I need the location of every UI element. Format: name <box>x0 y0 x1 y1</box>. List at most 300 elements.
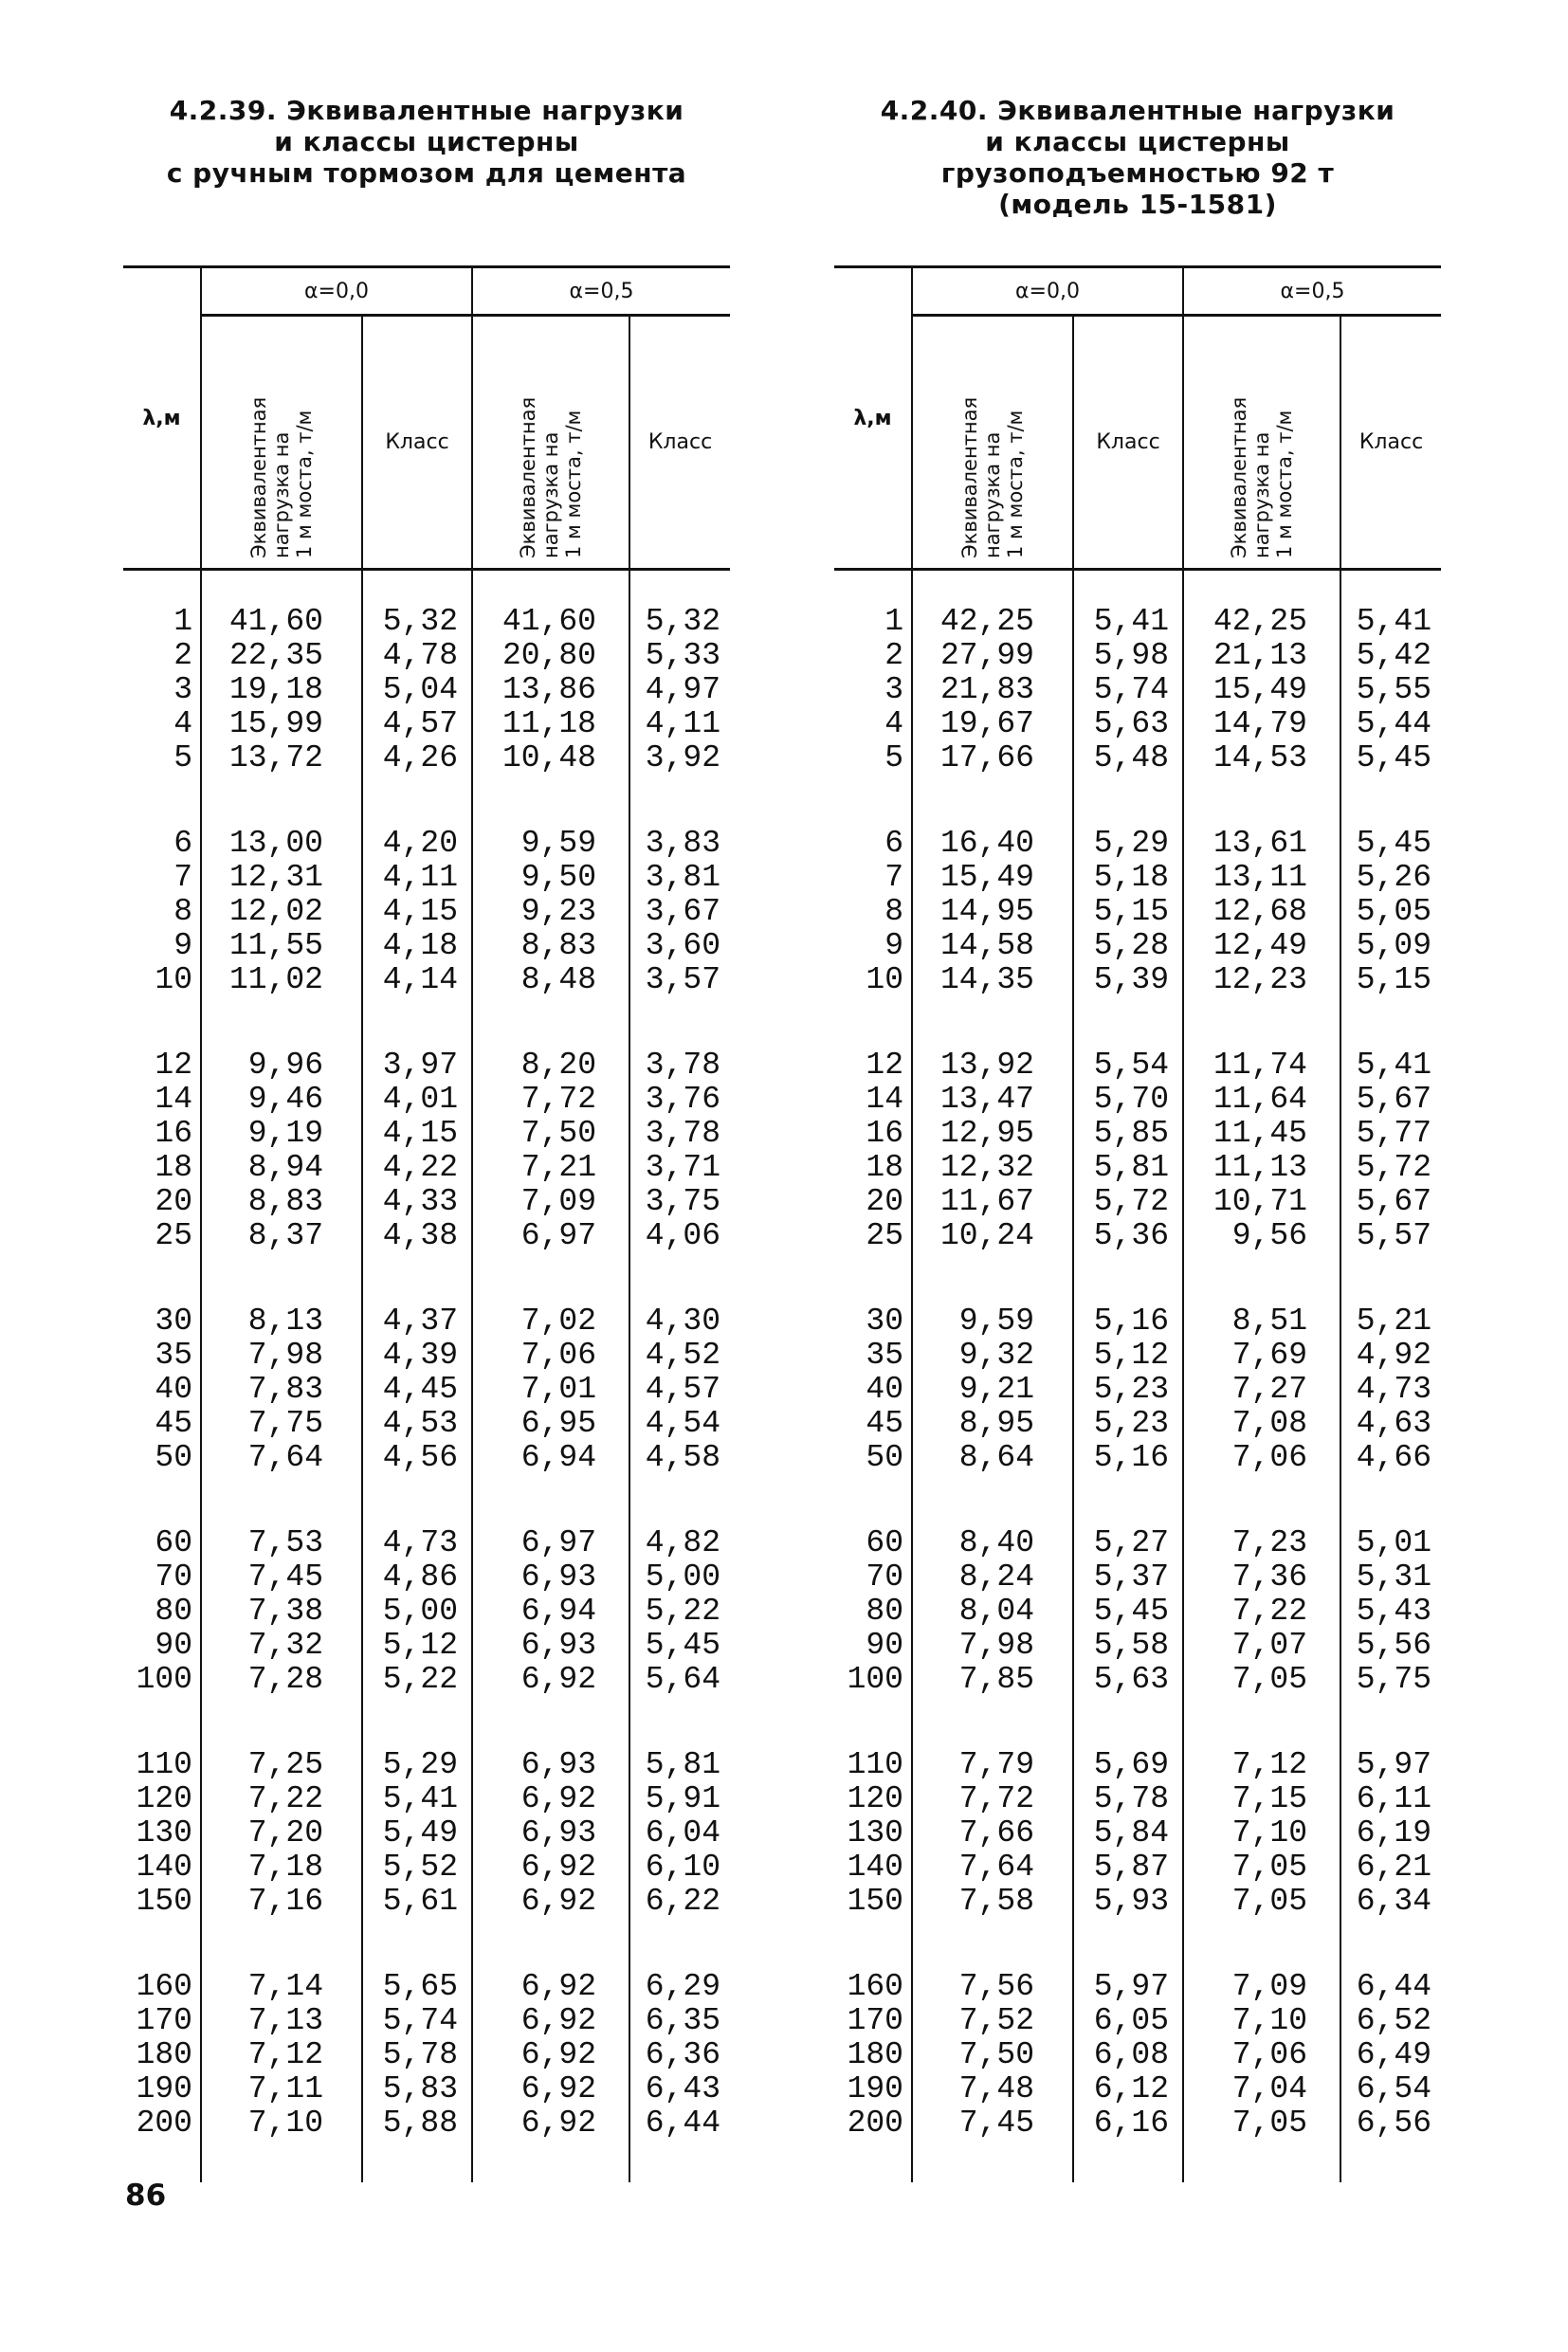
table-row <box>834 1339 1441 1373</box>
class-alpha-05-cell: 4,92 <box>1340 1339 1441 1373</box>
load-header-line: нагрузка на <box>270 431 293 558</box>
table-row <box>123 2038 730 2072</box>
load-alpha-05-cell: 9,50 <box>472 861 629 895</box>
lambda-cell: 200 <box>136 2106 192 2141</box>
load-alpha-0-cell: 12,32 <box>912 1151 1073 1185</box>
class-alpha-05-cell: 4,30 <box>629 1253 730 1339</box>
class-alpha-05-cell: 3,81 <box>629 861 730 895</box>
load-alpha-0-cell: 7,25 <box>201 1697 362 1782</box>
load-alpha-0-cell: 7,53 <box>201 1475 362 1560</box>
class-alpha-05-cell: 4,66 <box>1340 1441 1441 1475</box>
class-alpha-0-cell: 5,48 <box>1073 741 1183 775</box>
class-alpha-05-cell: 4,06 <box>629 1219 730 1253</box>
lambda-cell: 3 <box>173 672 192 707</box>
class-alpha-05-cell: 3,60 <box>629 929 730 963</box>
load-alpha-0-cell: 7,48 <box>912 2072 1073 2106</box>
load-alpha-0-cell: 7,14 <box>201 1919 362 2004</box>
load-alpha-0-cell: 7,58 <box>912 1885 1073 1919</box>
table-row <box>834 997 1441 1083</box>
class-header-alpha-05: Класс <box>629 316 730 570</box>
load-alpha-05-cell: 7,07 <box>1183 1629 1340 1663</box>
load-alpha-05-cell: 7,22 <box>1183 1595 1340 1629</box>
class-alpha-05-cell: 6,44 <box>1340 1919 1441 2004</box>
load-header-line: Эквивалентная <box>1228 396 1250 558</box>
class-alpha-0-cell: 5,70 <box>1073 1083 1183 1117</box>
class-alpha-05-cell: 5,97 <box>1340 1697 1441 1782</box>
class-alpha-0-cell: 5,12 <box>362 1629 472 1663</box>
table-row <box>123 1339 730 1373</box>
class-alpha-05-cell: 5,21 <box>1340 1253 1441 1339</box>
class-alpha-05-cell: 5,26 <box>1340 861 1441 895</box>
load-alpha-05-cell: 6,93 <box>472 1560 629 1595</box>
load-alpha-05-cell: 7,04 <box>1183 2072 1340 2106</box>
load-alpha-05-cell: 6,94 <box>472 1595 629 1629</box>
table-row <box>123 1697 730 1782</box>
load-header-line: 1 м моста, т/м <box>1004 410 1027 558</box>
load-header-alpha-0 <box>912 316 1073 570</box>
class-alpha-05-cell: 3,75 <box>629 1185 730 1219</box>
class-alpha-05-cell: 6,04 <box>629 1816 730 1851</box>
lambda-cell: 1 <box>173 604 192 639</box>
class-alpha-05-cell: 5,56 <box>1340 1629 1441 1663</box>
class-alpha-0-cell: 5,52 <box>362 1851 472 1885</box>
lambda-cell: 130 <box>136 1815 192 1851</box>
lambda-cell: 2 <box>884 638 903 673</box>
class-alpha-05-cell: 5,22 <box>629 1595 730 1629</box>
load-alpha-0-cell: 27,99 <box>912 639 1073 673</box>
table-row <box>834 2038 1441 2072</box>
lambda-cell: 10 <box>866 962 903 997</box>
lambda-cell: 45 <box>155 1406 192 1441</box>
load-header-line: нагрузка на <box>981 431 1004 558</box>
caption-line: (модель 15-1581) <box>998 189 1277 220</box>
table-row <box>123 1851 730 1885</box>
lambda-cell: 140 <box>847 1850 903 1885</box>
load-alpha-0-cell: 12,95 <box>912 1117 1073 1151</box>
load-alpha-05-cell: 9,56 <box>1183 1219 1340 1253</box>
load-alpha-05-cell: 10,48 <box>472 741 629 775</box>
table-row <box>834 1919 1441 2004</box>
alpha-05-header: α=0,5 <box>472 267 730 316</box>
load-alpha-0-cell: 7,98 <box>201 1339 362 1373</box>
class-header-alpha-05: Класс <box>1340 316 1441 570</box>
class-alpha-0-cell: 5,72 <box>1073 1185 1183 1219</box>
load-alpha-0-cell: 7,13 <box>201 2004 362 2038</box>
load-alpha-0-cell: 14,95 <box>912 895 1073 929</box>
class-alpha-05-cell: 5,67 <box>1340 1185 1441 1219</box>
load-alpha-0-cell: 19,67 <box>912 707 1073 741</box>
load-alpha-05-cell: 7,69 <box>1183 1339 1340 1373</box>
load-alpha-0-cell: 14,35 <box>912 963 1073 997</box>
table-row <box>123 963 730 997</box>
class-alpha-05-cell: 4,57 <box>629 1373 730 1407</box>
load-alpha-0-cell: 7,11 <box>201 2072 362 2106</box>
lambda-cell: 5 <box>884 740 903 775</box>
load-alpha-0-cell: 15,99 <box>201 707 362 741</box>
lambda-header: λ,м <box>123 267 201 570</box>
class-alpha-0-cell: 4,53 <box>362 1407 472 1441</box>
load-alpha-05-cell: 6,92 <box>472 1663 629 1697</box>
class-alpha-0-cell: 5,23 <box>1073 1373 1183 1407</box>
class-alpha-05-cell: 5,67 <box>1340 1083 1441 1117</box>
class-alpha-05-cell: 4,52 <box>629 1339 730 1373</box>
class-alpha-0-cell: 5,83 <box>362 2072 472 2106</box>
table-row <box>834 2106 1441 2182</box>
lambda-cell: 18 <box>866 1150 903 1185</box>
page-number: 86 <box>125 2179 167 2213</box>
table-row <box>834 1697 1441 1782</box>
load-alpha-05-cell: 11,13 <box>1183 1151 1340 1185</box>
class-alpha-05-cell: 4,97 <box>629 673 730 707</box>
table-row <box>834 1373 1441 1407</box>
class-alpha-0-cell: 5,41 <box>1073 570 1183 640</box>
lambda-cell: 50 <box>155 1440 192 1475</box>
class-alpha-0-cell: 4,11 <box>362 861 472 895</box>
class-alpha-05-cell: 5,55 <box>1340 673 1441 707</box>
lambda-cell: 80 <box>866 1594 903 1629</box>
class-alpha-05-cell: 6,43 <box>629 2072 730 2106</box>
class-alpha-0-cell: 5,23 <box>1073 1407 1183 1441</box>
load-header-line: Эквивалентная <box>247 396 270 558</box>
lambda-cell: 10 <box>155 962 192 997</box>
table-body <box>834 570 1441 2183</box>
load-alpha-05-cell: 7,02 <box>472 1253 629 1339</box>
table-row <box>834 861 1441 895</box>
lambda-cell: 5 <box>173 740 192 775</box>
class-alpha-05-cell: 6,11 <box>1340 1782 1441 1816</box>
lambda-cell: 160 <box>847 1969 903 2004</box>
alpha-0-header: α=0,0 <box>912 267 1183 316</box>
load-alpha-0-cell: 13,72 <box>201 741 362 775</box>
class-alpha-05-cell: 5,77 <box>1340 1117 1441 1151</box>
load-alpha-05-cell: 7,36 <box>1183 1560 1340 1595</box>
class-alpha-0-cell: 5,87 <box>1073 1851 1183 1885</box>
class-alpha-05-cell: 5,43 <box>1340 1595 1441 1629</box>
class-alpha-05-cell: 5,01 <box>1340 1475 1441 1560</box>
lambda-cell: 30 <box>866 1304 903 1339</box>
table-row <box>834 1816 1441 1851</box>
table-row <box>123 1151 730 1185</box>
lambda-cell: 190 <box>847 2071 903 2106</box>
lambda-cell: 160 <box>136 1969 192 2004</box>
lambda-cell: 60 <box>155 1525 192 1560</box>
class-alpha-05-cell: 5,44 <box>1340 707 1441 741</box>
load-alpha-0-cell: 22,35 <box>201 639 362 673</box>
table-row <box>834 1185 1441 1219</box>
load-alpha-0-cell: 41,60 <box>201 570 362 640</box>
load-alpha-05-cell: 7,09 <box>472 1185 629 1219</box>
table-caption <box>834 95 1441 265</box>
lambda-cell: 80 <box>155 1594 192 1629</box>
class-alpha-05-cell: 3,78 <box>629 997 730 1083</box>
class-alpha-05-cell: 5,41 <box>1340 997 1441 1083</box>
class-alpha-05-cell: 3,71 <box>629 1151 730 1185</box>
lambda-cell: 190 <box>136 2071 192 2106</box>
alpha-0-header: α=0,0 <box>201 267 472 316</box>
table-row <box>834 741 1441 775</box>
table-row <box>123 1663 730 1697</box>
table-row <box>123 2004 730 2038</box>
class-alpha-05-cell: 5,91 <box>629 1782 730 1816</box>
load-alpha-05-cell: 7,23 <box>1183 1475 1340 1560</box>
table-row <box>123 673 730 707</box>
load-alpha-0-cell: 9,32 <box>912 1339 1073 1373</box>
caption-line: грузоподъемностью 92 т <box>940 157 1335 189</box>
table-row <box>834 895 1441 929</box>
load-alpha-05-cell: 7,06 <box>1183 1441 1340 1475</box>
class-alpha-0-cell: 5,18 <box>1073 861 1183 895</box>
table-row <box>834 1083 1441 1117</box>
load-alpha-0-cell: 7,10 <box>201 2106 362 2182</box>
table-row <box>123 1629 730 1663</box>
table-row <box>834 2072 1441 2106</box>
load-alpha-0-cell: 7,79 <box>912 1697 1073 1782</box>
load-alpha-0-cell: 21,83 <box>912 673 1073 707</box>
load-alpha-05-cell: 7,05 <box>1183 1885 1340 1919</box>
load-alpha-0-cell: 14,58 <box>912 929 1073 963</box>
table-row <box>123 1782 730 1816</box>
load-header-line: нагрузка на <box>539 431 562 558</box>
load-alpha-05-cell: 13,86 <box>472 673 629 707</box>
load-header-line: Эквивалентная <box>958 396 981 558</box>
class-alpha-0-cell: 4,22 <box>362 1151 472 1185</box>
load-alpha-05-cell: 13,11 <box>1183 861 1340 895</box>
table-row <box>123 997 730 1083</box>
load-alpha-0-cell: 7,22 <box>201 1782 362 1816</box>
load-alpha-0-cell: 9,46 <box>201 1083 362 1117</box>
lambda-cell: 35 <box>155 1338 192 1373</box>
load-alpha-05-cell: 11,74 <box>1183 997 1340 1083</box>
class-alpha-0-cell: 6,05 <box>1073 2004 1183 2038</box>
load-alpha-0-cell: 9,21 <box>912 1373 1073 1407</box>
table-row <box>834 1663 1441 1697</box>
lambda-cell: 18 <box>155 1150 192 1185</box>
load-alpha-05-cell: 13,61 <box>1183 775 1340 861</box>
load-alpha-0-cell: 9,59 <box>912 1253 1073 1339</box>
class-alpha-05-cell: 5,72 <box>1340 1151 1441 1185</box>
load-header-alpha-05 <box>1183 316 1340 570</box>
class-alpha-0-cell: 4,37 <box>362 1253 472 1339</box>
class-alpha-05-cell: 6,56 <box>1340 2106 1441 2182</box>
class-alpha-0-cell: 5,04 <box>362 673 472 707</box>
class-alpha-05-cell: 6,22 <box>629 1885 730 1919</box>
class-alpha-0-cell: 5,65 <box>362 1919 472 2004</box>
lambda-cell: 9 <box>884 928 903 963</box>
class-alpha-05-cell: 5,45 <box>1340 741 1441 775</box>
lambda-cell: 180 <box>136 2037 192 2072</box>
load-alpha-05-cell: 21,13 <box>1183 639 1340 673</box>
load-alpha-05-cell: 7,21 <box>472 1151 629 1185</box>
table-row <box>123 1373 730 1407</box>
lambda-cell: 170 <box>847 2003 903 2038</box>
lambda-cell: 14 <box>155 1082 192 1117</box>
lambda-cell: 4 <box>173 706 192 741</box>
table-row <box>123 1560 730 1595</box>
class-alpha-0-cell: 5,22 <box>362 1663 472 1697</box>
class-alpha-0-cell: 5,45 <box>1073 1595 1183 1629</box>
load-alpha-0-cell: 7,56 <box>912 1919 1073 2004</box>
class-alpha-0-cell: 5,16 <box>1073 1253 1183 1339</box>
table-row <box>834 1441 1441 1475</box>
class-alpha-0-cell: 4,15 <box>362 895 472 929</box>
load-header-alpha-05 <box>472 316 629 570</box>
table-row <box>123 1919 730 2004</box>
class-alpha-0-cell: 5,29 <box>362 1697 472 1782</box>
class-alpha-0-cell: 5,74 <box>362 2004 472 2038</box>
class-alpha-0-cell: 5,63 <box>1073 1663 1183 1697</box>
table-row <box>834 1629 1441 1663</box>
caption-line: 4.2.40. Эквивалентные нагрузки <box>880 95 1395 126</box>
lambda-cell: 7 <box>884 860 903 895</box>
load-alpha-0-cell: 7,16 <box>201 1885 362 1919</box>
class-alpha-0-cell: 5,15 <box>1073 895 1183 929</box>
load-alpha-0-cell: 8,24 <box>912 1560 1073 1595</box>
table-block-4-2-39 <box>123 95 730 2182</box>
class-alpha-0-cell: 4,73 <box>362 1475 472 1560</box>
class-alpha-0-cell: 4,38 <box>362 1219 472 1253</box>
table-row <box>123 1441 730 1475</box>
load-alpha-0-cell: 13,47 <box>912 1083 1073 1117</box>
load-alpha-05-cell: 6,92 <box>472 2038 629 2072</box>
load-alpha-0-cell: 8,04 <box>912 1595 1073 1629</box>
class-alpha-05-cell: 5,75 <box>1340 1663 1441 1697</box>
lambda-cell: 25 <box>155 1218 192 1253</box>
class-alpha-0-cell: 4,45 <box>362 1373 472 1407</box>
table-row <box>834 2004 1441 2038</box>
class-alpha-0-cell: 4,18 <box>362 929 472 963</box>
class-alpha-0-cell: 5,12 <box>1073 1339 1183 1373</box>
table-row <box>123 1185 730 1219</box>
class-header-alpha-0: Класс <box>362 316 472 570</box>
table-row <box>123 2072 730 2106</box>
load-header-line: 1 м моста, т/м <box>293 410 316 558</box>
class-alpha-0-cell: 5,78 <box>1073 1782 1183 1816</box>
load-alpha-05-cell: 12,49 <box>1183 929 1340 963</box>
lambda-cell: 170 <box>136 2003 192 2038</box>
load-alpha-05-cell: 20,80 <box>472 639 629 673</box>
class-alpha-05-cell: 5,57 <box>1340 1219 1441 1253</box>
class-alpha-05-cell: 3,78 <box>629 1117 730 1151</box>
class-alpha-0-cell: 5,36 <box>1073 1219 1183 1253</box>
lambda-cell: 130 <box>847 1815 903 1851</box>
table-row <box>123 1407 730 1441</box>
load-header-line: нагрузка на <box>1250 431 1273 558</box>
class-alpha-05-cell: 6,49 <box>1340 2038 1441 2072</box>
class-alpha-0-cell: 6,16 <box>1073 2106 1183 2182</box>
lambda-cell: 25 <box>866 1218 903 1253</box>
lambda-cell: 4 <box>884 706 903 741</box>
load-alpha-0-cell: 7,45 <box>201 1560 362 1595</box>
load-alpha-0-cell: 8,64 <box>912 1441 1073 1475</box>
load-alpha-0-cell: 12,31 <box>201 861 362 895</box>
lambda-cell: 90 <box>866 1628 903 1663</box>
load-header-line: 1 м моста, т/м <box>1273 410 1296 558</box>
class-alpha-05-cell: 5,09 <box>1340 929 1441 963</box>
class-alpha-0-cell: 5,54 <box>1073 997 1183 1083</box>
load-alpha-0-cell: 9,19 <box>201 1117 362 1151</box>
class-alpha-0-cell: 4,39 <box>362 1339 472 1373</box>
table-row <box>123 861 730 895</box>
class-alpha-0-cell: 4,57 <box>362 707 472 741</box>
load-alpha-0-cell: 17,66 <box>912 741 1073 775</box>
load-alpha-0-cell: 11,02 <box>201 963 362 997</box>
load-alpha-05-cell: 12,23 <box>1183 963 1340 997</box>
load-header-line: Эквивалентная <box>517 396 539 558</box>
table-row <box>123 1219 730 1253</box>
table-row <box>834 1407 1441 1441</box>
lambda-cell: 110 <box>136 1747 192 1782</box>
class-alpha-05-cell: 5,33 <box>629 639 730 673</box>
class-alpha-05-cell: 3,83 <box>629 775 730 861</box>
class-alpha-05-cell: 6,35 <box>629 2004 730 2038</box>
load-alpha-05-cell: 6,92 <box>472 2072 629 2106</box>
class-alpha-05-cell: 3,92 <box>629 741 730 775</box>
class-alpha-05-cell: 6,21 <box>1340 1851 1441 1885</box>
class-alpha-0-cell: 5,16 <box>1073 1441 1183 1475</box>
class-alpha-0-cell: 5,28 <box>1073 929 1183 963</box>
load-alpha-0-cell: 7,52 <box>912 2004 1073 2038</box>
load-alpha-05-cell: 6,93 <box>472 1629 629 1663</box>
lambda-cell: 50 <box>866 1440 903 1475</box>
class-alpha-0-cell: 6,12 <box>1073 2072 1183 2106</box>
lambda-cell: 30 <box>155 1304 192 1339</box>
table-row <box>834 1782 1441 1816</box>
lambda-cell: 6 <box>173 826 192 861</box>
table-row <box>834 707 1441 741</box>
table-row <box>123 707 730 741</box>
load-alpha-0-cell: 15,49 <box>912 861 1073 895</box>
lambda-cell: 2 <box>173 638 192 673</box>
load-alpha-05-cell: 6,93 <box>472 1816 629 1851</box>
table-row <box>834 1219 1441 1253</box>
class-alpha-05-cell: 5,00 <box>629 1560 730 1595</box>
table-row <box>123 1083 730 1117</box>
class-alpha-05-cell: 3,76 <box>629 1083 730 1117</box>
load-alpha-05-cell: 8,83 <box>472 929 629 963</box>
class-alpha-0-cell: 6,08 <box>1073 2038 1183 2072</box>
table-row <box>834 639 1441 673</box>
load-alpha-05-cell: 6,97 <box>472 1475 629 1560</box>
class-alpha-0-cell: 5,97 <box>1073 1919 1183 2004</box>
table-row <box>123 1117 730 1151</box>
table-row <box>834 1851 1441 1885</box>
load-alpha-05-cell: 6,92 <box>472 2106 629 2182</box>
load-alpha-0-cell: 8,37 <box>201 1219 362 1253</box>
class-alpha-05-cell: 5,15 <box>1340 963 1441 997</box>
lambda-cell: 100 <box>136 1662 192 1697</box>
class-alpha-05-cell: 5,05 <box>1340 895 1441 929</box>
class-alpha-0-cell: 5,41 <box>362 1782 472 1816</box>
load-alpha-0-cell: 7,83 <box>201 1373 362 1407</box>
load-alpha-0-cell: 7,64 <box>201 1441 362 1475</box>
load-alpha-0-cell: 7,98 <box>912 1629 1073 1663</box>
table-row <box>834 1117 1441 1151</box>
class-alpha-0-cell: 5,98 <box>1073 639 1183 673</box>
load-header-line: 1 м моста, т/м <box>562 410 585 558</box>
class-alpha-0-cell: 5,74 <box>1073 673 1183 707</box>
load-alpha-05-cell: 6,92 <box>472 1851 629 1885</box>
lambda-cell: 200 <box>847 2106 903 2141</box>
class-alpha-0-cell: 5,81 <box>1073 1151 1183 1185</box>
load-alpha-05-cell: 7,50 <box>472 1117 629 1151</box>
load-alpha-0-cell: 8,95 <box>912 1407 1073 1441</box>
class-alpha-0-cell: 5,37 <box>1073 1560 1183 1595</box>
table-row <box>123 1595 730 1629</box>
class-alpha-0-cell: 5,39 <box>1073 963 1183 997</box>
class-alpha-05-cell: 4,54 <box>629 1407 730 1441</box>
lambda-cell: 140 <box>136 1850 192 1885</box>
class-alpha-0-cell: 4,78 <box>362 639 472 673</box>
